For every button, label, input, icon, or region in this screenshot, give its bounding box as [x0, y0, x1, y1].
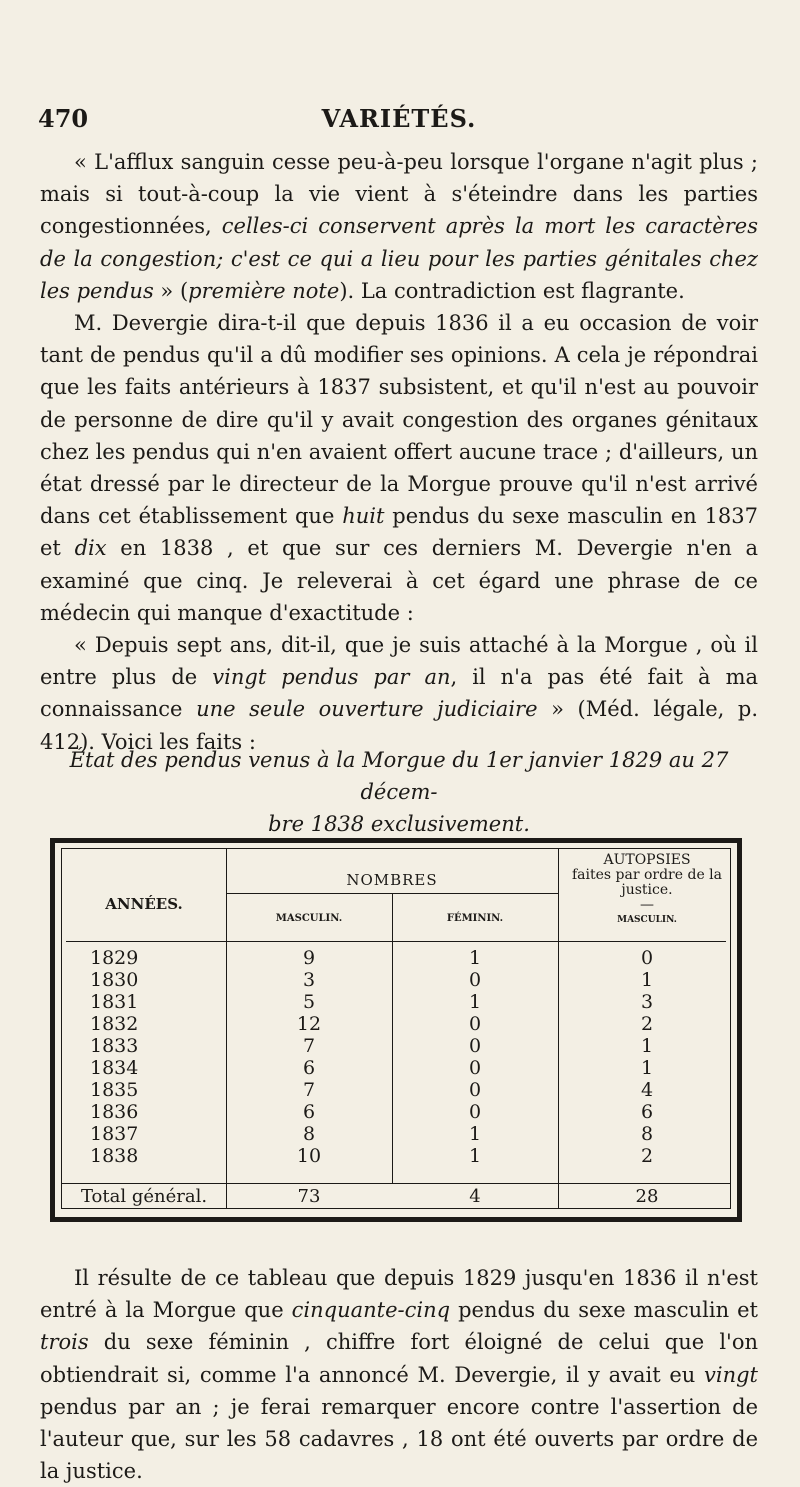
autopsies-cell: 0 [640, 947, 654, 969]
text-run: pendus du sexe masculin et [450, 1298, 758, 1323]
feminin-cell: 0 [468, 1013, 482, 1035]
table-caption [40, 744, 758, 840]
masculin-cell: 6 [302, 1101, 316, 1123]
autopsies-cell: 2 [640, 1145, 654, 1167]
italic-run: celles-ci conservent après la mort les caractères de la congestion; c'est ce qui a lieu pour les parties génitales chez les pendus [40, 214, 758, 303]
header-nombres: NOMBRES [346, 871, 438, 889]
header-rule [226, 893, 558, 894]
header-autopsies-line-3: justice. [621, 882, 673, 898]
table-row [62, 1079, 730, 1101]
masculin-cell: 3 [302, 969, 316, 991]
year-cell: 1835 [90, 1079, 139, 1101]
table-row [62, 1101, 730, 1123]
feminin-cell: 0 [468, 1101, 482, 1123]
table-inner-border [61, 848, 731, 1209]
autopsies-cell: 3 [640, 991, 654, 1013]
autopsies-cell: 1 [640, 1035, 654, 1057]
table-caption-line-2: bre 1838 exclusivement. [268, 812, 530, 836]
total-autopsies: 28 [635, 1186, 659, 1207]
feminin-cell: 1 [468, 947, 482, 969]
total-label: Total général. [80, 1186, 208, 1207]
header-bottom-rule [66, 941, 726, 942]
table-row [62, 991, 730, 1013]
text-run: » ( [153, 278, 189, 303]
text-run: en 1838 , et que sur ces derniers M. Devergie n'en a examiné que cinq. Je releverai à cet égard une phrase de ce médecin qui manque d'exactitude : [40, 536, 758, 625]
feminin-cell: 1 [468, 991, 482, 1013]
running-head [38, 104, 760, 134]
italic-run: trois [40, 1330, 89, 1355]
header-autopsies-line-1: AUTOPSIES [603, 852, 691, 868]
year-cell: 1834 [90, 1057, 139, 1079]
text-block-before-table [40, 146, 758, 758]
italic-run: dix [74, 536, 107, 561]
header-masculin: MASCULIN. [275, 913, 343, 924]
total-rule [62, 1183, 730, 1184]
autopsies-cell: 8 [640, 1123, 654, 1145]
masculin-cell: 8 [302, 1123, 316, 1145]
text-run: » (Méd. légale, p. 412). Voici les faits : [40, 697, 759, 754]
masculin-cell: 5 [302, 991, 316, 1013]
year-cell: 1829 [90, 947, 139, 969]
italic-run: vingt [704, 1362, 758, 1387]
autopsies-cell: 1 [640, 969, 654, 991]
header-feminin: FÉMININ. [446, 913, 504, 924]
table-row [62, 1013, 730, 1035]
page-number: 470 [38, 104, 89, 133]
header-autopsies-line-2: faites par ordre de la [571, 867, 723, 883]
italic-run: première note [188, 278, 340, 303]
table-row [62, 1123, 730, 1145]
text-run: ). La contradiction est flagrante. [339, 278, 685, 303]
table-row [62, 969, 730, 991]
masculin-cell: 6 [302, 1057, 316, 1079]
feminin-cell: 0 [468, 969, 482, 991]
autopsies-cell: 6 [640, 1101, 654, 1123]
autopsies-cell: 2 [640, 1013, 654, 1035]
total-masculin: 73 [297, 1186, 321, 1207]
year-cell: 1830 [90, 969, 139, 991]
running-title: VARIÉTÉS. [321, 104, 477, 133]
table-row [62, 947, 730, 969]
italic-run: huit [342, 504, 385, 529]
text-run: du sexe féminin , chiffre fort éloigné de celui que l'on obtiendrait si, comme l'a annoncé M. Devergie, il y avait eu [40, 1330, 758, 1387]
text-run: pendus par an ; je ferai remarquer encore contre l'assertion de l'auteur que, sur les 58 cadavres , 18 ont été ouverts par ordre de la justice. [40, 1394, 758, 1484]
total-feminin: 4 [469, 1186, 481, 1207]
feminin-cell: 0 [468, 1057, 482, 1079]
masculin-cell: 10 [296, 1145, 322, 1167]
year-cell: 1837 [90, 1123, 139, 1145]
data-table [50, 838, 742, 1222]
header-autopsies-masculin: MASCULIN. [617, 915, 677, 925]
text-run: « L'afflux sanguin cesse peu-à-peu lorsque l'organe n'agit plus ; mais si tout-à-coup la vie vient à s'éteindre dans les parties congestionnées, [40, 150, 758, 239]
text-block-after-table [40, 1262, 758, 1487]
table-row [62, 1145, 730, 1167]
text-run: , il n'a pas été fait à ma connaissance [40, 665, 759, 722]
feminin-cell: 0 [468, 1079, 482, 1101]
header-autopsies [558, 853, 736, 928]
header-annees: ANNÉES. [105, 895, 183, 913]
autopsies-cell: 4 [640, 1079, 654, 1101]
table-row [62, 1035, 730, 1057]
header-autopsies-dash: — [640, 897, 654, 913]
text-run: M. Devergie dira-t-il que depuis 1836 il a eu occasion de voir tant de pendus qu'il a dû modifier ses opinions. A cela je répondrai que les faits antérieurs à 1837 subsistent, et qu'il n'est au pouvoir de personne de dire qu'il y avait congestion des organes génitaux chez les pendus qui n'en avaient offert aucune trace ; d'ailleurs, un état dressé par le directeur de la Morgue prouve qu'il n'est arrivé dans cet établissement que [40, 311, 758, 529]
paragraph [40, 1262, 758, 1487]
text-run: Il résulte de ce tableau que depuis 1829 jusqu'en 1836 il n'est entré à la Morgue que [40, 1266, 758, 1323]
italic-run: vingt pendus par an [212, 665, 451, 690]
year-cell: 1832 [90, 1013, 139, 1035]
italic-run: cinquante-cinq [291, 1298, 451, 1323]
autopsies-cell: 1 [640, 1057, 654, 1079]
feminin-cell: 1 [468, 1123, 482, 1145]
text-run: pendus du sexe masculin en 1837 et [40, 504, 758, 561]
masculin-cell: 12 [296, 1013, 322, 1035]
table-row [62, 1057, 730, 1079]
text-run: « Depuis sept ans, dit-il, que je suis attaché à la Morgue , où il entre plus de [40, 633, 758, 690]
masculin-cell: 7 [302, 1035, 316, 1057]
year-cell: 1838 [90, 1145, 139, 1167]
year-cell: 1831 [90, 991, 139, 1013]
italic-run: une seule ouverture judiciaire [196, 697, 538, 722]
feminin-cell: 0 [468, 1035, 482, 1057]
masculin-cell: 7 [302, 1079, 316, 1101]
feminin-cell: 1 [468, 1145, 482, 1167]
paragraph [40, 307, 758, 629]
table-total-row [62, 1186, 730, 1208]
year-cell: 1833 [90, 1035, 139, 1057]
paragraph [40, 146, 758, 307]
table-caption-line-1: État des pendus venus à la Morgue du 1er janvier 1829 au 27 décem- [69, 748, 729, 804]
masculin-cell: 9 [302, 947, 316, 969]
year-cell: 1836 [90, 1101, 139, 1123]
paragraph [40, 629, 758, 758]
